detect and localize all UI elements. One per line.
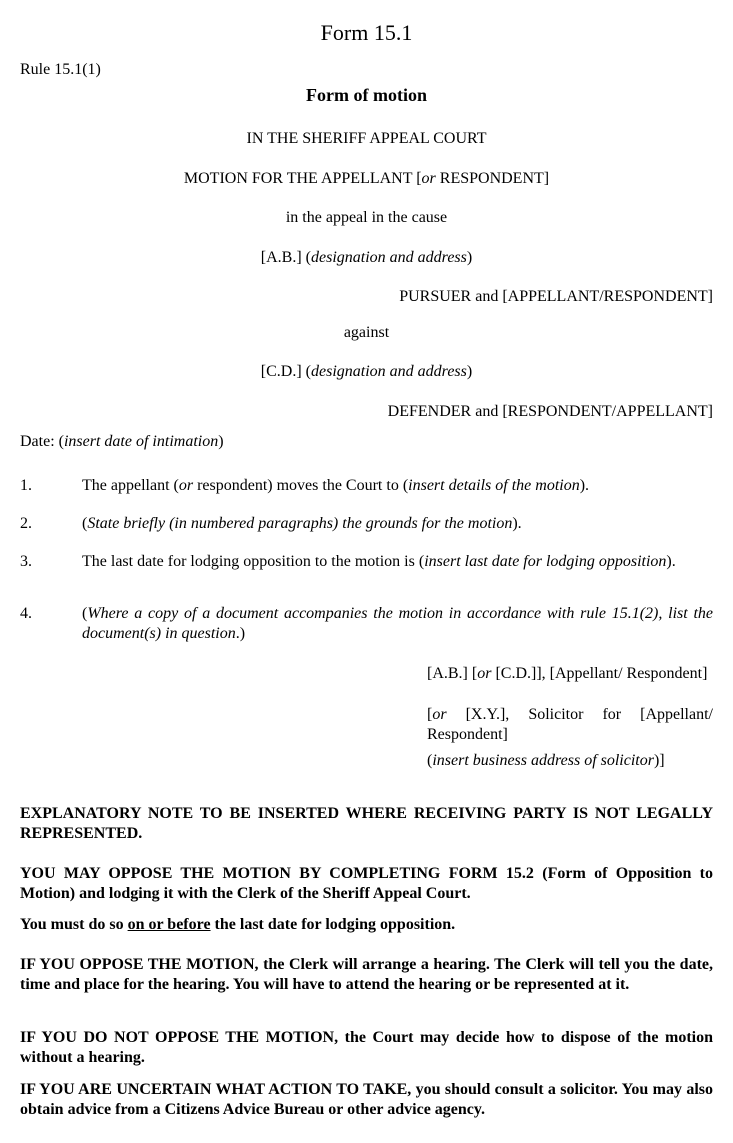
- note-if-oppose: IF YOU OPPOSE THE MOTION, the Clerk will arrange a hearing. The Clerk will tell you the date, time and place for the hearing. You will have to attend the hearing or be represented at it.: [20, 956, 713, 993]
- note-oppose-form: YOU MAY OPPOSE THE MOTION BY COMPLETING FORM 15.2 (Form of Opposition to Motion) and lodging it with the Clerk of the Sheriff Appeal Court.: [20, 865, 713, 902]
- paragraph-number: 1.: [20, 477, 32, 494]
- signature-solicitor: [or [X.Y.], Solicitor for [Appellant/ Respondent]: [427, 706, 713, 743]
- paragraph-number: 4.: [20, 605, 32, 622]
- paragraph-text: (Where a copy of a document accompanies the motion in accordance with rule 15.1(2), list the document(s) in question.): [82, 605, 713, 642]
- solicitor-address: (insert business address of solicitor)]: [427, 752, 665, 769]
- note-if-not-oppose: IF YOU DO NOT OPPOSE THE MOTION, the Court may decide how to dispose of the motion without a hearing.: [20, 1029, 713, 1066]
- pursuer-designation: PURSUER and [APPELLANT/RESPONDENT]: [399, 288, 713, 305]
- defender-designation: DEFENDER and [RESPONDENT/APPELLANT]: [387, 403, 713, 420]
- paragraph-text: The appellant (or respondent) moves the Court to (insert details of the motion).: [82, 477, 590, 494]
- court-name: IN THE SHERIFF APPEAL COURT: [246, 130, 487, 147]
- form-number: Form 15.1: [320, 20, 413, 45]
- against-line: against: [343, 324, 390, 341]
- note-deadline: You must do so on or before the last date for lodging opposition.: [20, 916, 456, 933]
- paragraph-number: 3.: [20, 553, 32, 570]
- form-title: Form of motion: [306, 85, 427, 105]
- signature-party: [A.B.] [or [C.D.]], [Appellant/ Respondent]: [427, 665, 708, 682]
- party-cd: [C.D.] (designation and address): [260, 363, 473, 380]
- rule-reference: Rule 15.1(1): [20, 61, 101, 78]
- paragraph-number: 2.: [20, 515, 32, 532]
- paragraph-text: The last date for lodging opposition to the motion is (insert last date for lodging opposition).: [82, 553, 676, 570]
- explanatory-note-heading: EXPLANATORY NOTE TO BE INSERTED WHERE RECEIVING PARTY IS NOT LEGALLY REPRESENTED.: [20, 805, 713, 842]
- motion-heading: MOTION FOR THE APPELLANT [or RESPONDENT]: [183, 170, 550, 187]
- note-uncertain: IF YOU ARE UNCERTAIN WHAT ACTION TO TAKE, you should consult a solicitor. You may also obtain advice from a Citizens Advice Bureau or other advice agency.: [20, 1081, 713, 1118]
- party-ab: [A.B.] (designation and address): [260, 249, 473, 266]
- date-line: Date: (insert date of intimation): [20, 433, 224, 450]
- cause-line: in the appeal in the cause: [285, 209, 448, 226]
- paragraph-text: (State briefly (in numbered paragraphs) the grounds for the motion).: [82, 515, 522, 532]
